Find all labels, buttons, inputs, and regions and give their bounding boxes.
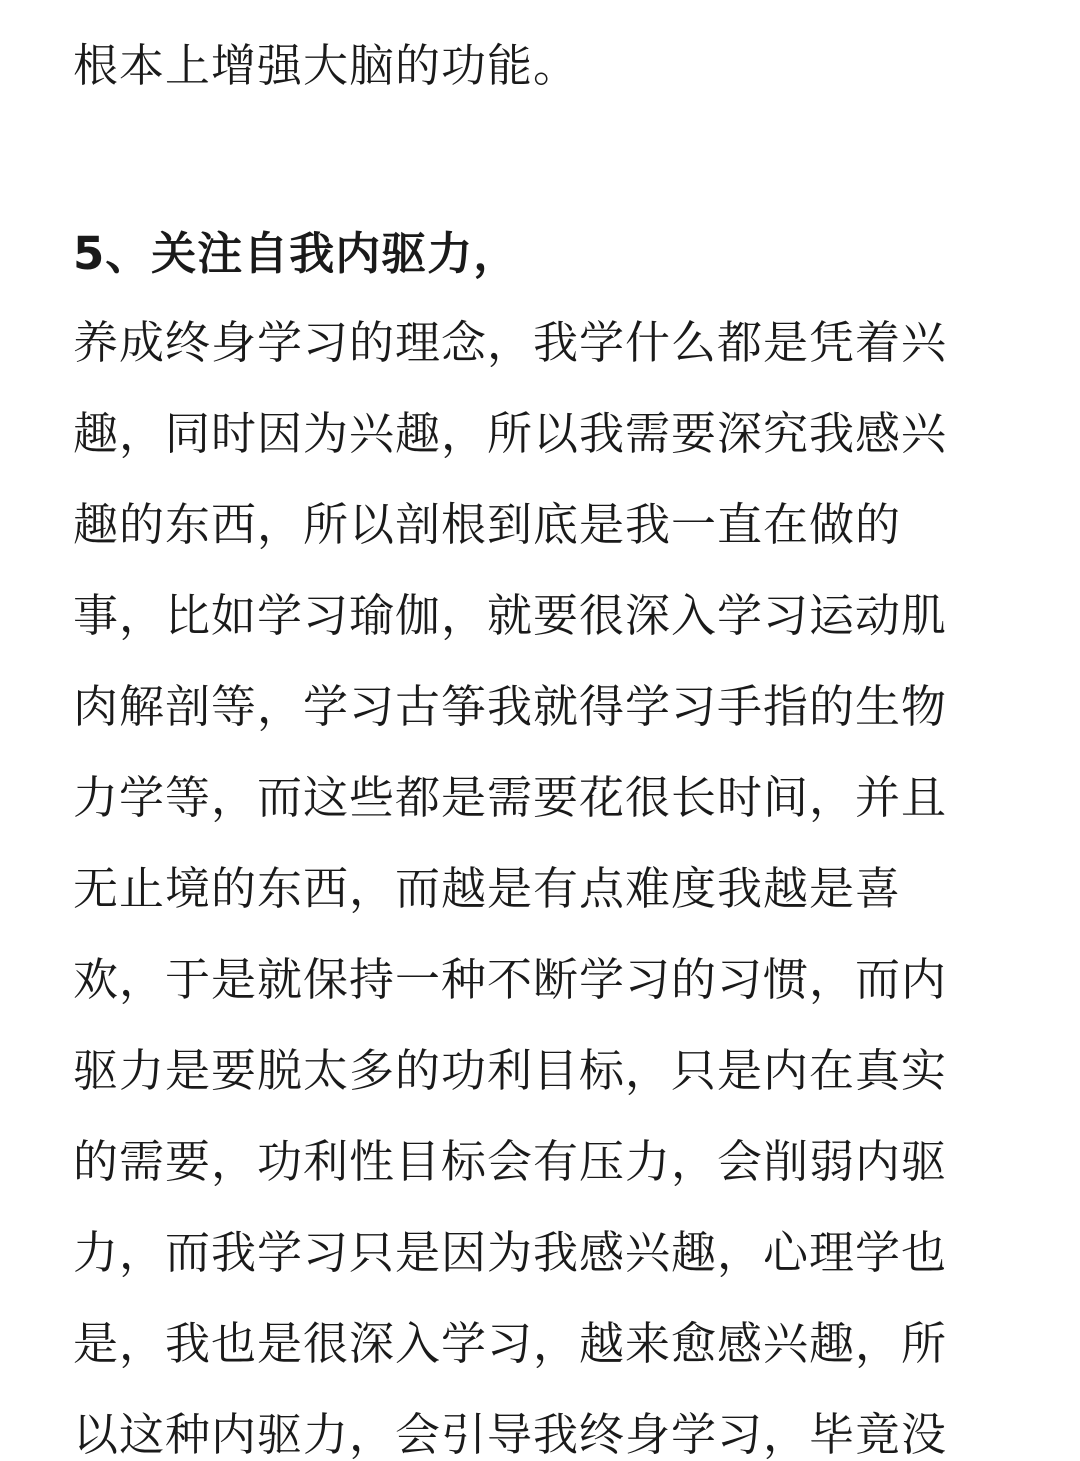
section-heading: 5、关注自我内驱力， (73, 227, 520, 280)
body-line: 欢，于是就保持一种不断学习的习惯，而内 (73, 953, 948, 1006)
body-line: 的需要，功利性目标会有压力，会削弱内驱 (73, 1135, 948, 1188)
body-line: 养成终身学习的理念，我学什么都是凭着兴 (73, 316, 948, 369)
body-line: 力学等，而这些都是需要花很长时间，并且 (73, 771, 948, 824)
body-line: 力，而我学习只是因为我感兴趣，心理学也 (73, 1226, 948, 1279)
body-line: 趣，同时因为兴趣，所以我需要深究我感兴 (73, 407, 948, 460)
body-line: 无止境的东西，而越是有点难度我越是喜 (73, 862, 902, 915)
body-line: 驱力是要脱太多的功利目标，只是内在真实 (73, 1044, 948, 1097)
body-line: 肉解剖等，学习古筝我就得学习手指的生物 (73, 680, 948, 733)
article-text (73, 0, 1008, 1459)
body-line: 事，比如学习瑜伽，就要很深入学习运动肌 (73, 589, 948, 642)
body-line: 趣的东西，所以剖根到底是我一直在做的 (73, 498, 902, 551)
body-line: 是，我也是很深入学习，越来愈感兴趣，所 (73, 1317, 948, 1370)
intro-tail-line: 根本上增强大脑的功能。 (73, 39, 580, 92)
body-line: 以这种内驱力，会引导我终身学习，毕竟没 (73, 1408, 948, 1461)
